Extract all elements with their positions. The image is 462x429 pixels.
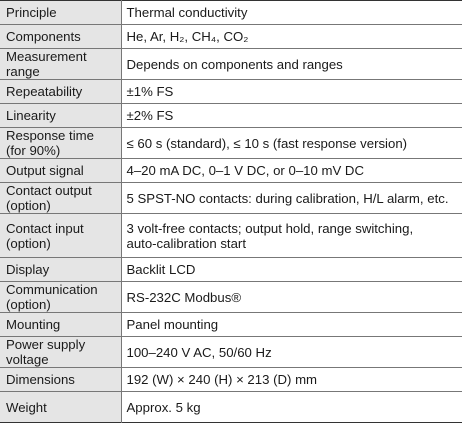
spec-label: Mounting (0, 313, 121, 337)
spec-label: Contact output (option) (0, 183, 121, 214)
spec-label: Contact input (option) (0, 214, 121, 258)
spec-value: Thermal conductivity (121, 1, 462, 25)
spec-row-repeatability (0, 80, 462, 104)
spec-row-principle (0, 1, 462, 25)
spec-label: Dimensions (0, 368, 121, 392)
spec-row-dimensions (0, 368, 462, 392)
spec-label: Response time (for 90%) (0, 128, 121, 159)
spec-label: Weight (0, 392, 121, 423)
spec-value: 100–240 V AC, 50/60 Hz (121, 337, 462, 368)
spec-value: ±1% FS (121, 80, 462, 104)
spec-value: 4–20 mA DC, 0–1 V DC, or 0–10 mV DC (121, 159, 462, 183)
spec-value: Depends on components and ranges (121, 49, 462, 80)
spec-label: Power supply voltage (0, 337, 121, 368)
spec-value: 5 SPST-NO contacts: during calibration, H/L alarm, etc. (121, 183, 462, 214)
spec-value: 3 volt-free contacts; output hold, range switching, auto-calibration start (121, 214, 462, 258)
spec-value: He, Ar, H₂, CH₄, CO₂ (121, 25, 462, 49)
spec-row-output-signal (0, 159, 462, 183)
spec-label: Principle (0, 1, 121, 25)
spec-label: Communication (option) (0, 282, 121, 313)
spec-row-measurement-range (0, 49, 462, 80)
spec-label: Repeatability (0, 80, 121, 104)
spec-row-mounting (0, 313, 462, 337)
spec-value: ±2% FS (121, 104, 462, 128)
spec-label: Linearity (0, 104, 121, 128)
spec-value: 192 (W) × 240 (H) × 213 (D) mm (121, 368, 462, 392)
spec-row-contact-input (0, 214, 462, 258)
spec-row-display (0, 258, 462, 282)
spec-value: Panel mounting (121, 313, 462, 337)
spec-value: RS-232C Modbus® (121, 282, 462, 313)
spec-value: ≤ 60 s (standard), ≤ 10 s (fast response version) (121, 128, 462, 159)
spec-value: Approx. 5 kg (121, 392, 462, 423)
spec-row-contact-output (0, 183, 462, 214)
spec-row-components (0, 25, 462, 49)
spec-row-communication (0, 282, 462, 313)
spec-row-power-supply (0, 337, 462, 368)
spec-value: Backlit LCD (121, 258, 462, 282)
spec-label: Display (0, 258, 121, 282)
spec-row-linearity (0, 104, 462, 128)
spec-label: Measurement range (0, 49, 121, 80)
spec-row-weight (0, 392, 462, 423)
spec-row-response-time (0, 128, 462, 159)
spec-label: Output signal (0, 159, 121, 183)
spec-label: Components (0, 25, 121, 49)
